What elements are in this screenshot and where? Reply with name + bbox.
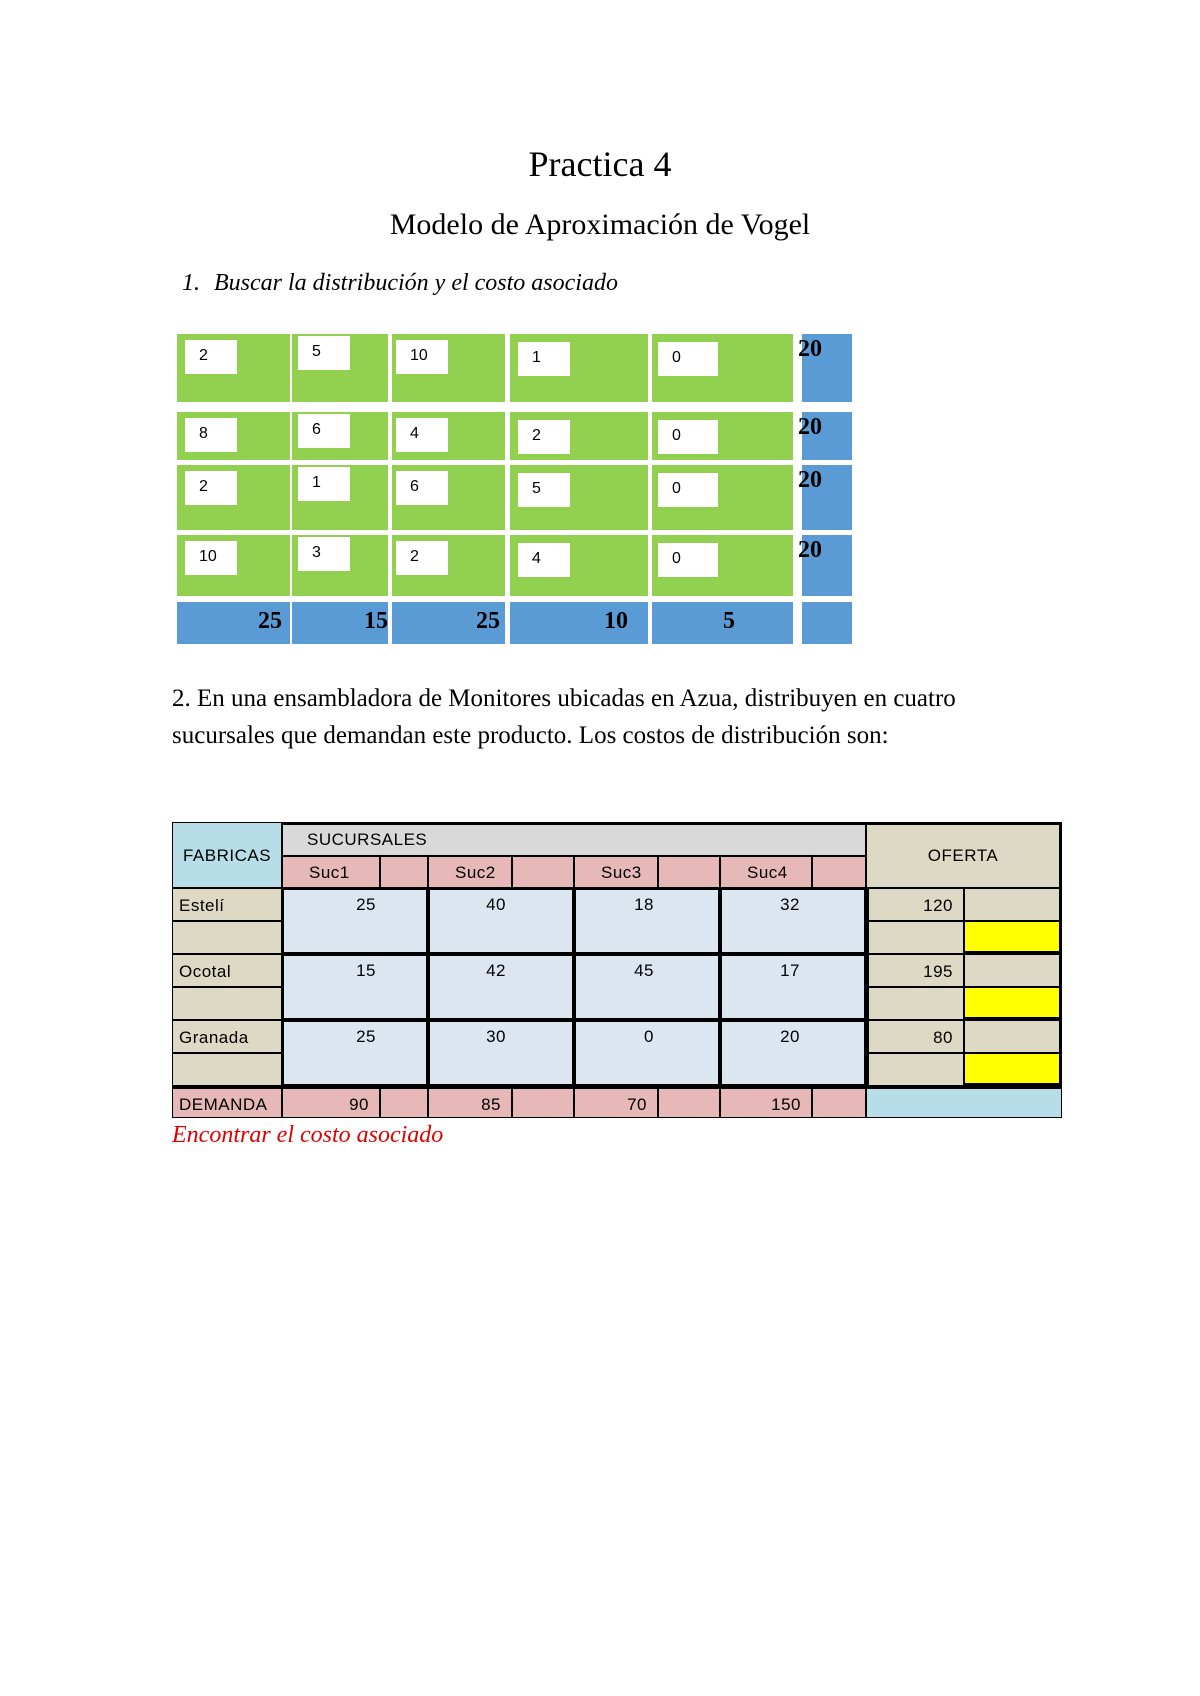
demand-total	[866, 1086, 1062, 1118]
supply-sub-blank	[866, 987, 964, 1020]
question-1-number: 1.	[182, 270, 200, 296]
cost-box: 4	[518, 543, 570, 577]
oferta-header: OFERTA	[866, 822, 1062, 888]
cost-value: 20	[780, 1027, 800, 1046]
branch-header-blank	[812, 856, 866, 888]
cost-box: 6	[396, 471, 448, 505]
demand-value: 85	[428, 1086, 512, 1118]
supply-value-cell: 80	[866, 1020, 964, 1053]
page-subtitle: Modelo de Aproximación de Vogel	[389, 208, 811, 241]
factory-name: Ocotal	[172, 954, 282, 987]
demand-corner-cell	[802, 602, 852, 644]
supply-value-cell: 120	[866, 888, 964, 921]
cost-box: 0	[658, 473, 718, 507]
demand-value: 5	[723, 608, 735, 634]
supply-value: 20	[798, 336, 822, 362]
cost-box: 0	[658, 342, 718, 376]
supply-blank	[964, 1020, 1062, 1053]
cost-box: 5	[298, 336, 350, 370]
supply-yellow	[964, 921, 1062, 954]
cost-box: 6	[298, 414, 350, 448]
demand-value: 90	[282, 1086, 380, 1118]
cost-value: 42	[486, 961, 506, 980]
demand-blank	[658, 1086, 720, 1118]
demand-label: DEMANDA	[172, 1086, 282, 1118]
supply-sub-blank	[866, 921, 964, 954]
supply-yellow	[964, 1053, 1062, 1086]
cost-box: 2	[185, 471, 237, 505]
fabricas-header: FABRICAS	[172, 822, 282, 888]
cost-box: 2	[518, 420, 570, 454]
supply-yellow	[964, 987, 1062, 1020]
branch-header-blank	[512, 856, 574, 888]
cost-value: 25	[356, 895, 376, 914]
demand-value: 10	[604, 608, 628, 634]
cost-box: 4	[396, 418, 448, 452]
cost-box: 0	[658, 420, 718, 454]
demand-blank	[812, 1086, 866, 1118]
demand-value: 150	[720, 1086, 812, 1118]
supply-value: 20	[798, 414, 822, 440]
demand-blank	[380, 1086, 428, 1118]
cost-box: 10	[396, 340, 448, 374]
page-title: Practica 4	[528, 144, 672, 184]
cost-value: 18	[634, 895, 654, 914]
supply-value-cell: 195	[866, 954, 964, 987]
branch-header-blank	[658, 856, 720, 888]
factory-name: Estelí	[172, 888, 282, 921]
supply-value: 20	[798, 467, 822, 493]
question-2-text: 2. En una ensambladora de Monitores ubicadas en Azua, distribuyen en cuatro sucursales que demandan este producto. Los costos de distribución son:	[172, 685, 956, 749]
branch-header-blank	[380, 856, 428, 888]
cost-box: 10	[185, 541, 237, 575]
cost-value: 45	[634, 961, 654, 980]
demand-value: 70	[574, 1086, 658, 1118]
instruction-text: Encontrar el costo asociado	[172, 1122, 444, 1148]
factory-blank	[172, 921, 282, 954]
branch-header: Suc3	[574, 856, 658, 888]
demand-value: 15	[364, 608, 388, 634]
cost-value: 17	[780, 961, 800, 980]
cost-value: 32	[780, 895, 800, 914]
demand-blank	[512, 1086, 574, 1118]
cost-value: 15	[356, 961, 376, 980]
cost-value: 25	[356, 1027, 376, 1046]
cost-box: 5	[518, 473, 570, 507]
cost-value: 0	[644, 1027, 654, 1046]
cost-box: 1	[518, 342, 570, 376]
factory-blank	[172, 987, 282, 1020]
question-1-text: Buscar la distribución y el costo asociado	[214, 270, 618, 296]
cost-box: 3	[298, 537, 350, 571]
cost-value: 30	[486, 1027, 506, 1046]
cost-box: 8	[185, 418, 237, 452]
question-1	[182, 270, 618, 297]
sucursales-header: SUCURSALES	[282, 822, 866, 856]
cost-box: 1	[298, 467, 350, 501]
supply-sub-blank	[866, 1053, 964, 1086]
cost-box: 0	[658, 543, 718, 577]
demand-value: 25	[476, 608, 500, 634]
factory-name: Granada	[172, 1020, 282, 1053]
supply-value: 20	[798, 537, 822, 563]
demand-value: 25	[258, 608, 282, 634]
cost-box: 2	[185, 340, 237, 374]
supply-blank	[964, 954, 1062, 987]
cost-value: 40	[486, 895, 506, 914]
supply-blank	[964, 888, 1062, 921]
branch-header: Suc2	[428, 856, 512, 888]
cost-box: 2	[396, 541, 448, 575]
factory-blank	[172, 1053, 282, 1086]
branch-header: Suc1	[282, 856, 380, 888]
branch-header: Suc4	[720, 856, 812, 888]
